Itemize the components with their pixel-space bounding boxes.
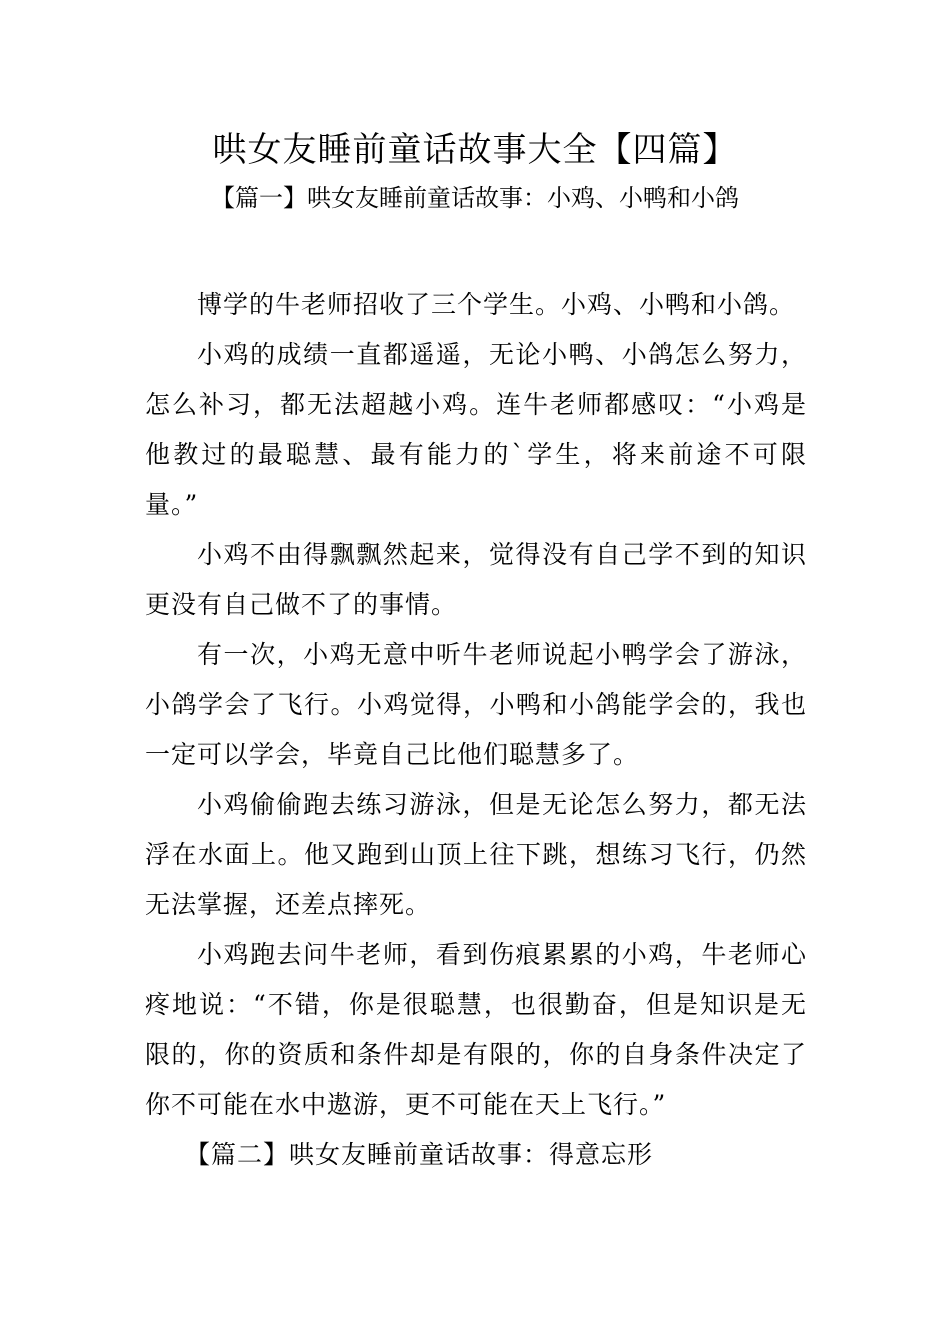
section-two-heading: 【篇二】哄女友睡前童话故事：得意忘形 (185, 1140, 654, 1169)
document-body (145, 280, 807, 1180)
paragraph: 小鸡跑去问牛老师，看到伤痕累累的小鸡，牛老师心疼地说：“不错，你是很聪慧，也很勤奋，但是知识是无限的，你的资质和条件却是有限的，你的自身条件决定了你不可能在水中遨游，更不可能在天上飞行。” (145, 940, 807, 1119)
paragraph: 有一次，小鸡无意中听牛老师说起小鸭学会了游泳，小鸽学会了飞行。小鸡觉得，小鸭和小鸽能学会的，我也一定可以学会，毕竟自己比他们聪慧多了。 (145, 640, 807, 769)
paragraph: 博学的牛老师招收了三个学生。小鸡、小鸭和小鸽。 (197, 290, 796, 319)
section-one-heading: 【篇一】哄女友睡前童话故事：小鸡、小鸭和小鸽 (211, 184, 739, 212)
paragraph: 小鸡的成绩一直都遥遥，无论小鸭、小鸽怎么努力，怎么补习，都无法超越小鸡。连牛老师都感叹：“小鸡是他教过的最聪慧、最有能力的`学生，将来前途不可限量。” (145, 340, 807, 519)
paragraph: 小鸡不由得飘飘然起来，觉得没有自己学不到的知识更没有自己做不了的事情。 (145, 540, 807, 619)
paragraph: 小鸡偷偷跑去练习游泳，但是无论怎么努力，都无法浮在水面上。他又跑到山顶上往下跳，想练习飞行，仍然无法掌握，还差点摔死。 (145, 790, 807, 919)
document-title: 哄女友睡前童话故事大全【四篇】 (212, 130, 738, 170)
